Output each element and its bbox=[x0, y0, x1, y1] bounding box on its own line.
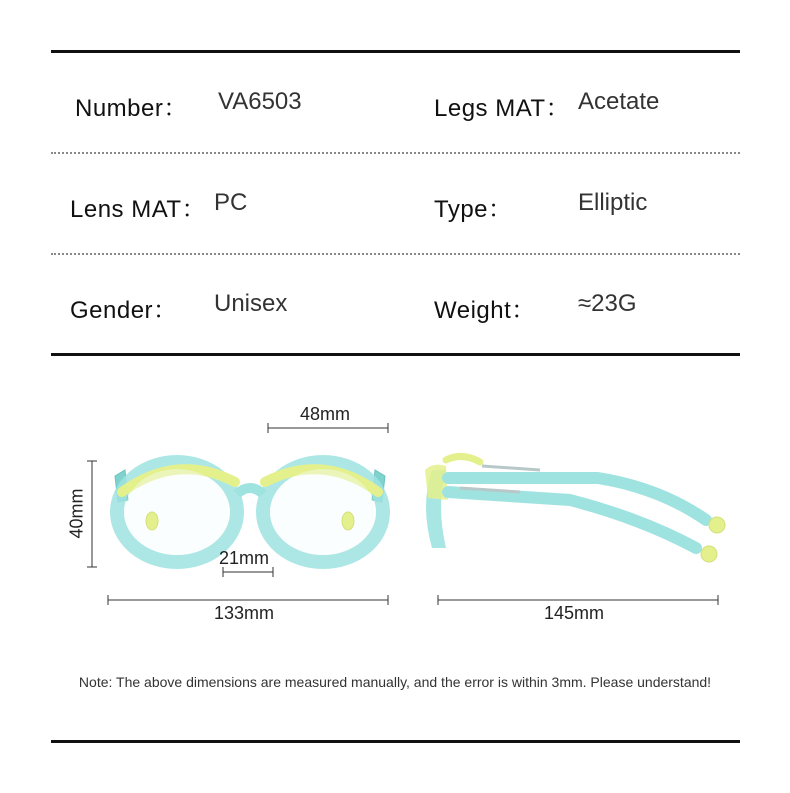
lens-width-label: 48mm bbox=[300, 404, 351, 424]
weight-label: Weight： bbox=[434, 297, 536, 324]
type-value: Elliptic bbox=[578, 189, 648, 216]
weight-value: ≈23G bbox=[578, 290, 637, 317]
gender-value: Unisex bbox=[214, 290, 288, 317]
frame-width-label: 133mm bbox=[214, 603, 275, 623]
type-label: Type： bbox=[434, 196, 513, 223]
glasses-front-view bbox=[115, 462, 385, 562]
legs-mat-label: Legs MAT： bbox=[434, 95, 571, 122]
gender-label: Gender： bbox=[70, 297, 178, 324]
number-label: Number： bbox=[75, 95, 188, 122]
lens-mat-label: Lens MAT： bbox=[70, 196, 207, 223]
measurement-note: Note: The above dimensions are measured manually, and the error is within 3mm. Please understand! bbox=[78, 674, 712, 690]
number-value: VA6503 bbox=[218, 88, 302, 115]
lens-mat-value: PC bbox=[214, 189, 248, 216]
bridge-label: 21mm bbox=[219, 548, 270, 568]
lens-height-label: 40mm bbox=[66, 488, 87, 539]
temple-length-label: 145mm bbox=[544, 603, 605, 623]
legs-mat-value: Acetate bbox=[578, 88, 660, 115]
glasses-side-view bbox=[425, 456, 725, 562]
